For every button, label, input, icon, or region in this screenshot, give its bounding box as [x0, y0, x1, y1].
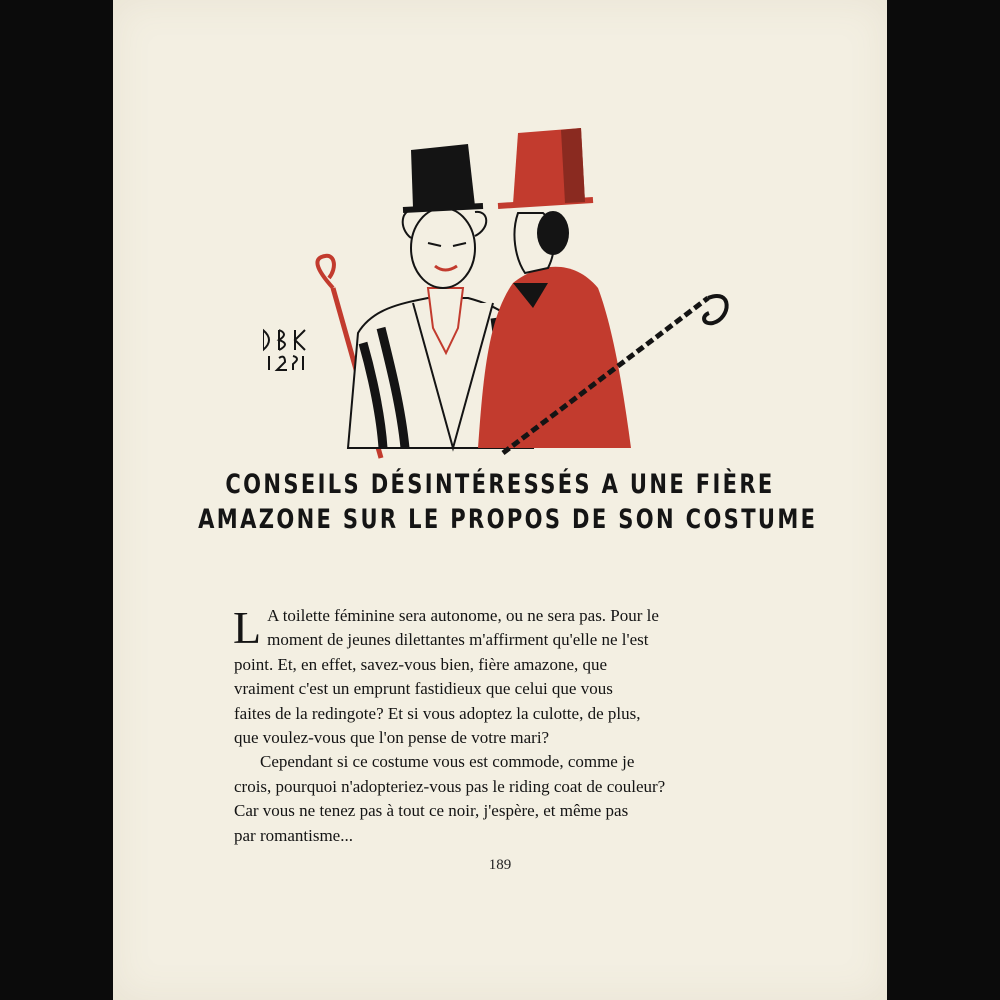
- article-title-line-1: CONSEILS DÉSINTÉRESSÉS A UNE FIÈRE: [225, 469, 775, 500]
- text-line: Car vous ne tenez pas à tout ce noir, j'espère, et même pas: [234, 801, 629, 821]
- text-line: vraiment c'est un emprunt fastidieux que celui que vous: [234, 679, 613, 699]
- text-line: point. Et, en effet, savez-vous bien, fière amazone, que: [234, 654, 608, 674]
- article-body: [234, 604, 764, 848]
- page-number: 189: [488, 857, 512, 873]
- paragraph-2: [234, 750, 764, 848]
- artist-signature: [263, 330, 305, 370]
- paragraph-1: [234, 604, 764, 750]
- drop-cap: L: [233, 602, 262, 653]
- text-line: faites de la redingote? Et si vous adoptez la culotte, de plus,: [234, 703, 641, 723]
- illustration-two-riders: [263, 118, 733, 463]
- text-line: moment de jeunes dilettantes m'affirment qu'elle ne l'est: [267, 630, 649, 650]
- text-line: crois, pourquoi n'adopteriez-vous pas le riding coat de couleur?: [234, 776, 666, 796]
- article-title-line-2: AMAZONE SUR LE PROPOS DE SON COSTUME: [198, 504, 818, 535]
- text-line: Cependant si ce costume vous est commode, comme je: [260, 752, 635, 772]
- book-page: [113, 0, 887, 1000]
- text-line: par romantisme...: [234, 825, 353, 845]
- text-line: A toilette féminine sera autonome, ou ne sera pas. Pour le: [267, 606, 659, 625]
- text-line: que voulez-vous que l'on pense de votre mari?: [234, 728, 550, 748]
